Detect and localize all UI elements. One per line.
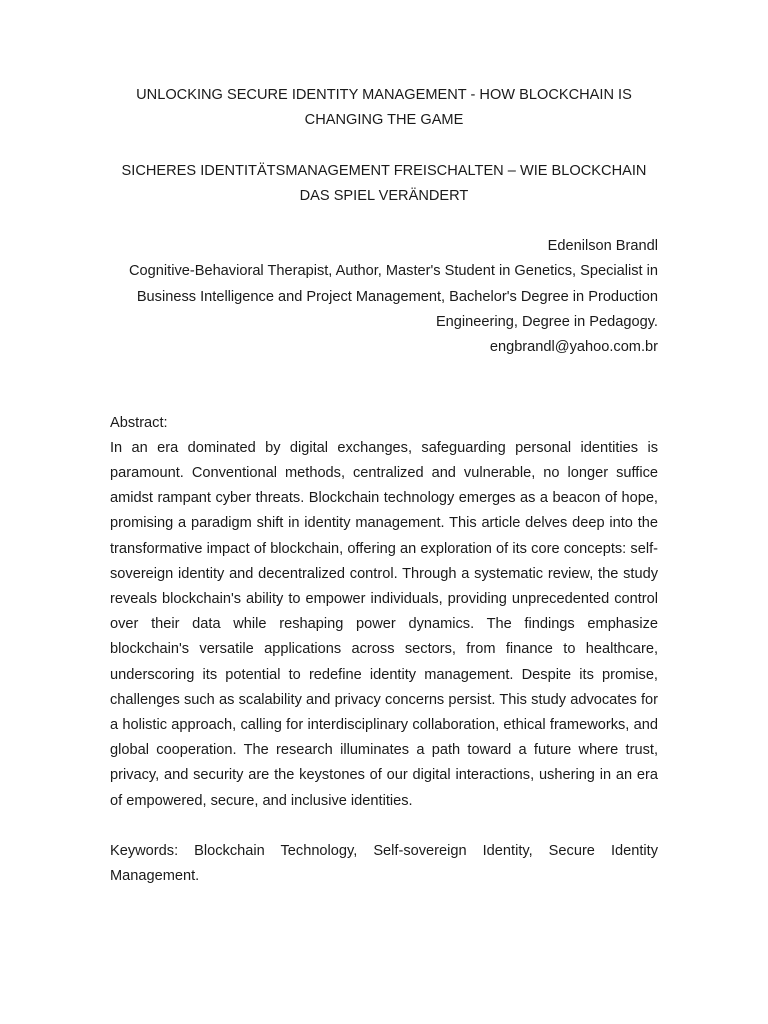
author-name: Edenilson Brandl [547,238,658,255]
title-german: SICHERES IDENTITÄTSMANAGEMENT FREISCHALTEN – WIE BLOCKCHAIN DAS SPIEL VERÄNDERT [121,162,647,204]
abstract-text: In an era dominated by digital exchanges, safeguarding personal identities is paramount. Conventional methods, centralized and vulnerable, no longer suffice amidst rampant cyber threats. Blockchain technology emerges as a beacon of hope, promising a paradigm shift in identity management. This article delves deep into the transformative impact of blockchain, offering an exploration of its core concepts: self-sovereign identity and decentralized control. Through a systematic review, the study reveals blockchain's ability to empower individuals, providing unprecedented control over their data while reshaping power dynamics. The findings emphasize blockchain's versatile applications across sectors, from finance to healthcare, underscoring its potential to redefine identity management. Despite its promise, challenges such as scalability and privacy concerns persist. This study advocates for a holistic approach, calling for interdisciplinary collaboration, ethical frameworks, and global cooperation. The research illuminates a path toward a future where trust, privacy, and security are the keystones of our digital interactions, ushering in an era of empowered, secure, and inclusive identities. [110,439,658,809]
author-email: engbrandl@yahoo.com.br [489,339,658,355]
page-content [110,83,658,889]
keywords: Keywords: Blockchain Technology, Self-sovereign Identity, Secure Identity Management. [110,843,658,885]
abstract-heading: Abstract: [110,414,168,431]
author-block [110,234,658,360]
title-block [110,83,658,209]
author-affiliation: Cognitive-Behavioral Therapist, Author, Master's Student in Genetics, Specialist in Business Intelligence and Project Management, Bachelor's Degree in Production Engineering, Degree in Pedagogy. [129,263,658,330]
title-english: UNLOCKING SECURE IDENTITY MANAGEMENT - HOW BLOCKCHAIN IS CHANGING THE GAME [136,87,632,129]
